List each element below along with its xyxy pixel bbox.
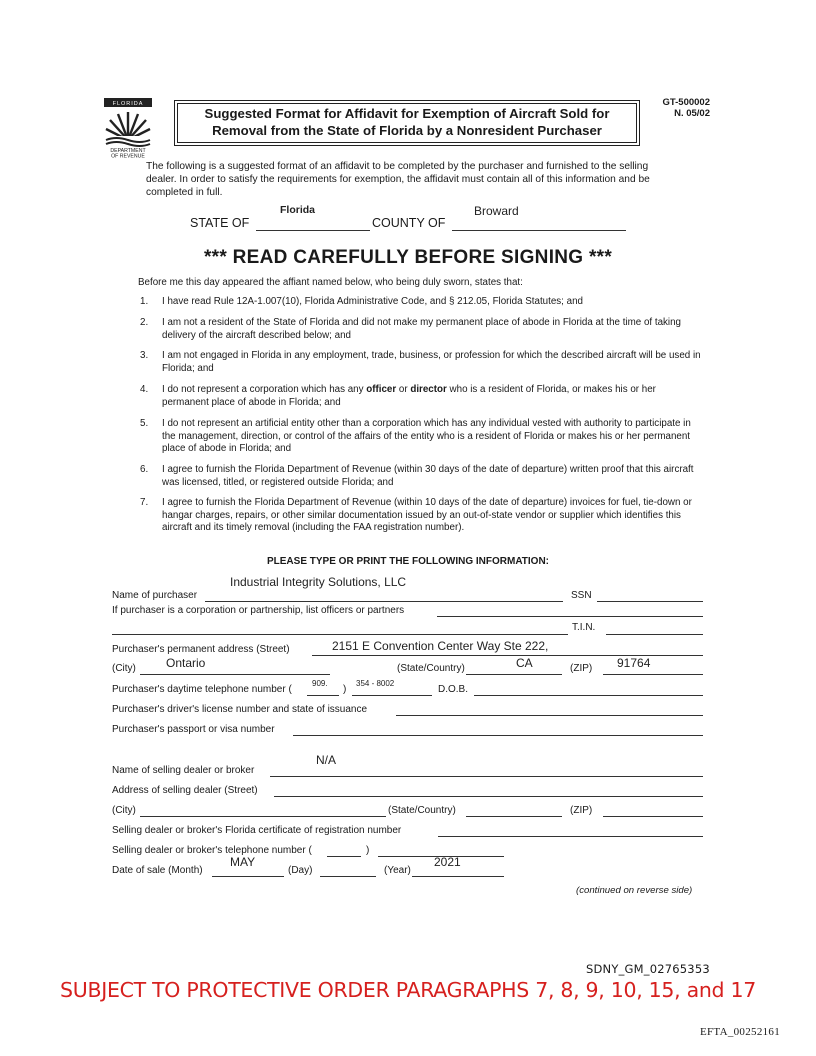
dob-label: D.O.B. <box>438 684 469 695</box>
year-label: (Year) <box>384 865 411 876</box>
state-value-purchaser[interactable]: CA <box>516 656 533 670</box>
state-value[interactable]: Florida <box>280 204 316 216</box>
name-purchaser-label: Name of purchaser <box>112 590 198 601</box>
perm-address-label: Purchaser's permanent address (Street) <box>112 644 290 655</box>
license-field[interactable] <box>396 715 703 716</box>
dealer-name-value[interactable]: N/A <box>316 753 337 767</box>
state-country-label: (State/Country) <box>397 663 465 674</box>
city-value[interactable]: Ontario <box>166 656 206 670</box>
dob-field[interactable] <box>474 695 703 696</box>
officers-label: If purchaser is a corporation or partnership, list officers or partners <box>112 605 405 616</box>
statement-7: 7. I agree to furnish the Florida Department of Revenue (within 10 days of the date of departure) invoices for fuel, tie-down or hangar charges, repairs, or other similar documentation issued by an out-of-state vendor or supplier which identifies this aircraft and its timely removal (including the FAA registration number). <box>140 497 692 533</box>
ssn-label: SSN <box>571 590 592 601</box>
statement-3: 3. I am not engaged in Florida in any employment, trade, business, or profession for which the described aircraft will be used in Florida; and <box>140 350 701 374</box>
intro-paragraph: The following is a suggested format of an affidavit to be completed by the purchaser and furnished to the selling dealer. In order to satisfy the requirements for exemption, the affidavit must contain all of this information and be completed in full. <box>146 161 650 198</box>
purchaser-section: Name of purchaser Industrial Integrity Solutions, LLC SSN If purchaser is a corporation or partnership, list officers or partners T.I.N. Purchaser's permanent address (Street) 2151 E Convention Center Way Ste 222, (City) Ontario (State/Country) CA (ZIP) 91764 Purchaser's daytime telephone number ( 909. ) 354 - 8002 D.O.B. Purchaser's driver's license number and state of issuance Purchaser's passport or visa number Name of selling dealer or broker N/A Address of selling dealer (Street) (City) (State/Country) (ZIP) Selling dealer or broker's Florida certificate of registration number Selling dealer or broker's telephone number ( ) Date of sale (Month) MAY (Day) (Year) 2021 <box>0 0 816 1056</box>
day-field[interactable] <box>320 876 376 877</box>
before-me-text: Before me this day appeared the affiant named below, who being duly sworn, states that: <box>138 277 523 288</box>
state-label: STATE OF <box>190 216 250 230</box>
dealer-address-label: Address of selling dealer (Street) <box>112 785 258 796</box>
dealer-cert-field[interactable] <box>438 836 703 837</box>
month-value[interactable]: MAY <box>230 855 256 869</box>
dealer-state-field[interactable] <box>466 816 562 817</box>
ssn-field[interactable] <box>597 601 703 602</box>
dealer-cert-label: Selling dealer or broker's Florida certificate of registration number <box>112 825 402 836</box>
passport-label: Purchaser's passport or visa number <box>112 724 275 735</box>
city-label: (City) <box>112 663 136 674</box>
zip-label: (ZIP) <box>570 663 593 674</box>
statement-5: 5. I do not represent an artificial entity other than a corporation which has any individual vested with authority to participate in the management, direction, or control of the affairs of the entity who is a resident of Florida or makes his or her permanent place of abode in Florida; and <box>140 418 691 454</box>
statement-4: 4. I do not represent a corporation which has any officer or director who is a resident of Florida, or makes his or her permanent place of abode in Florida; and <box>140 384 656 408</box>
county-label: COUNTY OF <box>372 216 446 230</box>
warning-heading: *** READ CAREFULLY BEFORE SIGNING *** <box>203 247 613 268</box>
officers-field-2[interactable] <box>112 634 568 635</box>
passport-field[interactable] <box>293 735 703 736</box>
logo-top-text: FLORIDA <box>112 101 144 107</box>
dealer-area-code-field[interactable] <box>327 856 361 857</box>
day-label: (Day) <box>288 865 313 876</box>
date-of-sale-label: Date of sale (Month) <box>112 865 203 876</box>
officers-field[interactable] <box>437 616 703 617</box>
zip-value[interactable]: 91764 <box>617 656 651 670</box>
bates-number: SDNY_GM_02765353 <box>586 962 710 976</box>
dealer-address-field[interactable] <box>274 796 703 797</box>
tin-field[interactable] <box>606 634 703 635</box>
phone-value[interactable]: 354 - 8002 <box>356 679 395 688</box>
tin-label: T.I.N. <box>572 622 596 633</box>
efta-number: EFTA_00252161 <box>700 1026 781 1038</box>
dealer-zip-field[interactable] <box>603 816 703 817</box>
protective-order-stamp: SUBJECT TO PROTECTIVE ORDER PARAGRAPHS 7, 8, 9, 10, 15, and 17 <box>60 978 756 1002</box>
statement-2: 2. I am not a resident of the State of Florida and did not make my permanent place of abode in Florida at the time of taking delivery of the aircraft described below; and <box>140 317 681 341</box>
year-value[interactable]: 2021 <box>434 855 461 869</box>
purchaser-name-value[interactable]: Industrial Integrity Solutions, LLC <box>230 575 407 589</box>
statement-6: 6. I agree to furnish the Florida Department of Revenue (within 30 days of the date of departure) written proof that this aircraft was licensed, titled, or registered outside Florida; and <box>140 464 694 488</box>
county-value[interactable]: Broward <box>474 204 519 218</box>
street-value[interactable]: 2151 E Convention Center Way Ste 222, <box>332 639 549 653</box>
svg-text:OF REVENUE: OF REVENUE <box>111 153 145 158</box>
form-title: Suggested Format for Affidavit for Exemption of Aircraft Sold for Removal from the State of Florida by a Nonresident Purchaser <box>204 106 610 138</box>
area-code-value[interactable]: 909. <box>312 679 328 688</box>
continued-note: (continued on reverse side) <box>576 885 693 896</box>
logo-bottom-text: DEPARTMENT <box>110 148 146 154</box>
dealer-city-label: (City) <box>112 805 136 816</box>
dealer-zip-label: (ZIP) <box>570 805 593 816</box>
dealer-state-label: (State/Country) <box>388 805 456 816</box>
please-print-heading: PLEASE TYPE OR PRINT THE FOLLOWING INFORMATION: <box>266 556 550 567</box>
dealer-phone-label: Selling dealer or broker's telephone number ( <box>112 845 312 856</box>
license-label: Purchaser's driver's license number and state of issuance <box>112 704 368 715</box>
statement-1: 1. I have read Rule 12A-1.007(10), Florida Administrative Code, and § 212.05, Florida Statutes; and <box>140 296 583 307</box>
phone-label: Purchaser's daytime telephone number ( <box>112 684 292 695</box>
dealer-name-label: Name of selling dealer or broker <box>112 765 255 776</box>
dealer-city-field[interactable] <box>140 816 386 817</box>
form-number: GT-500002 N. 05/02 <box>662 97 710 119</box>
